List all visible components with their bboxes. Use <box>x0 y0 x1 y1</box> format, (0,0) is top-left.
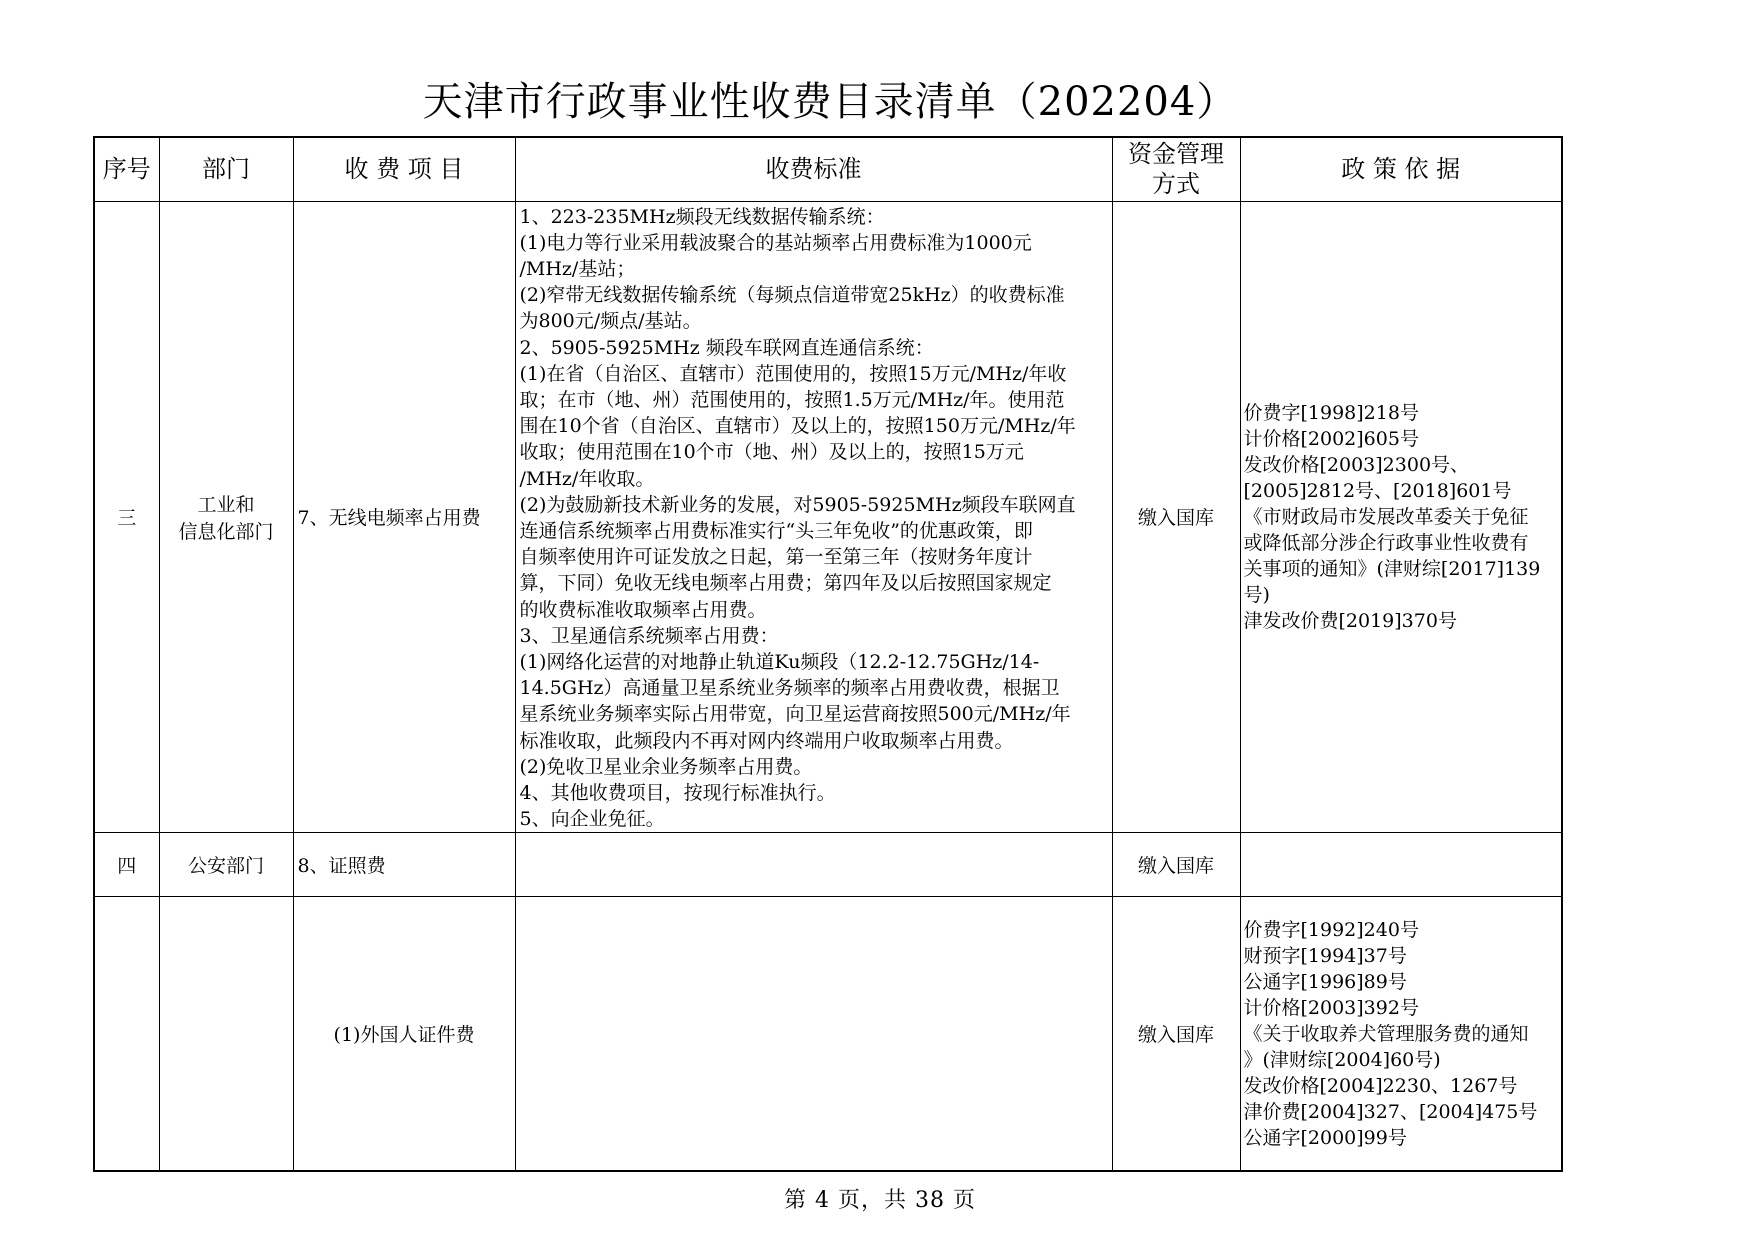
standard-line: 收取；使用范围在10个市（地、州）及以上的，按照15万元 <box>519 441 1024 464</box>
standard-line: 1、223-235MHz频段无线数据传输系统： <box>519 205 885 228</box>
cell-fund-mgmt: 缴入国库 <box>1112 833 1240 897</box>
header-standard: 收费标准 <box>515 137 1112 201</box>
cell-seq: 三 <box>94 201 159 833</box>
policy-line: 价费字[1992]240号 <box>1243 918 1419 941</box>
header-dept: 部门 <box>159 137 293 201</box>
standard-line: /MHz/年收取。 <box>519 467 655 490</box>
cell-dept <box>159 833 293 897</box>
header-fund-mgmt <box>1112 137 1240 201</box>
policy-line: 财预字[1994]37号 <box>1243 944 1407 967</box>
standard-line: 5、向企业免征。 <box>519 808 665 831</box>
standard-line: 自频率使用许可证发放之日起，第一至第三年（按财务年度计 <box>519 546 1033 569</box>
policy-line: 号) <box>1243 583 1270 606</box>
header-item: 收 费 项 目 <box>293 137 515 201</box>
header-fund-mgmt-line: 方式 <box>1152 170 1200 199</box>
table-header-row <box>94 137 1562 201</box>
cell-policy <box>1240 201 1562 833</box>
standard-line: 14.5GHz）高通量卫星系统业务频率的频率占用费收费，根据卫 <box>519 677 1060 700</box>
cell-dept-line: 信息化部门 <box>178 520 274 543</box>
standard-line: (2)窄带无线数据传输系统（每频点信道带宽25kHz）的收费标准 <box>519 284 1065 307</box>
standard-line: 2、5905-5925MHz 频段车联网直连通信系统： <box>519 336 934 359</box>
policy-line: 公通字[2000]99号 <box>1243 1126 1407 1149</box>
policy-line: [2005]2812号、[2018]601号 <box>1243 479 1512 502</box>
cell-fund-mgmt: 缴入国库 <box>1112 201 1240 833</box>
table-row <box>94 201 1562 833</box>
cell-item: (1)外国人证件费 <box>293 897 515 1171</box>
cell-item: 7、无线电频率占用费 <box>293 201 515 833</box>
page-footer: 第 4 页，共 38 页 <box>784 1188 976 1213</box>
cell-dept <box>159 201 293 833</box>
cell-policy <box>1240 833 1562 897</box>
cell-standard <box>515 201 1112 833</box>
cell-seq <box>94 897 159 1171</box>
policy-line: 《市财政局市发展改革委关于免征 <box>1243 505 1529 528</box>
header-seq: 序号 <box>94 137 159 201</box>
page-title: 天津市行政事业性收费目录清单（202204） <box>422 79 1238 125</box>
standard-line: 围在10个省（自治区、直辖市）及以上的，按照150万元/MHz/年 <box>519 415 1076 438</box>
standard-line: 的收费标准收取频率占用费。 <box>519 598 767 621</box>
policy-line: 关事项的通知》(津财综[2017]139 <box>1243 557 1541 580</box>
standard-line: 标准收取，此频段内不再对网内终端用户收取频率占用费。 <box>519 729 1014 752</box>
standard-line: 为800元/频点/基站。 <box>519 310 702 333</box>
policy-line: 发改价格[2003]2300号、 <box>1243 453 1470 476</box>
standard-line: 算，下同）免收无线电频率占用费；第四年及以后按照国家规定 <box>519 572 1052 595</box>
standard-line: 3、卫星通信系统频率占用费： <box>519 624 779 647</box>
cell-standard <box>515 833 1112 897</box>
cell-fund-mgmt: 缴入国库 <box>1112 897 1240 1171</box>
fee-catalog-table <box>93 136 1563 1172</box>
standard-line: 星系统业务频率实际占用带宽，向卫星运营商按照500元/MHz/年 <box>519 703 1071 726</box>
policy-line: 《关于收取养犬管理服务费的通知 <box>1243 1022 1529 1045</box>
policy-line: 计价格[2002]605号 <box>1243 427 1419 450</box>
standard-line: (2)免收卫星业余业务频率占用费。 <box>519 755 813 778</box>
standard-line: (1)网络化运营的对地静止轨道Ku频段（12.2-12.75GHz/14- <box>519 650 1040 673</box>
header-policy: 政 策 依 据 <box>1240 137 1562 201</box>
policy-line: 公通字[1996]89号 <box>1243 970 1407 993</box>
cell-dept-line: 公安部门 <box>187 855 264 878</box>
policy-line: 津价费[2004]327、[2004]475号 <box>1243 1100 1538 1123</box>
policy-line: 津发改价费[2019]370号 <box>1243 609 1457 632</box>
header-fund-mgmt-line: 资金管理 <box>1128 140 1224 169</box>
cell-standard <box>515 897 1112 1171</box>
cell-policy <box>1240 897 1562 1171</box>
standard-line: 连通信系统频率占用费标准实行“头三年免收”的优惠政策，即 <box>519 519 1033 542</box>
cell-dept-line: 工业和 <box>197 493 255 516</box>
standard-line: (2)为鼓励新技术新业务的发展，对5905-5925MHz频段车联网直 <box>519 493 1076 516</box>
cell-dept <box>159 897 293 1171</box>
policy-line: 发改价格[2004]2230、1267号 <box>1243 1074 1518 1097</box>
table-row <box>94 833 1562 897</box>
policy-line: 》(津财综[2004]60号) <box>1243 1048 1441 1071</box>
policy-line: 或降低部分涉企行政事业性收费有 <box>1243 531 1529 554</box>
policy-line: 价费字[1998]218号 <box>1243 401 1419 424</box>
standard-line: (1)在省（自治区、直辖市）范围使用的，按照15万元/MHz/年收 <box>519 362 1067 385</box>
standard-line: 4、其他收费项目，按现行标准执行。 <box>519 781 836 804</box>
cell-item: 8、证照费 <box>293 833 515 897</box>
standard-line: 取；在市（地、州）范围使用的，按照1.5万元/MHz/年。使用范 <box>519 388 1065 411</box>
cell-seq: 四 <box>94 833 159 897</box>
table-row <box>94 897 1562 1171</box>
standard-line: /MHz/基站； <box>519 257 636 280</box>
standard-line: (1)电力等行业采用载波聚合的基站频率占用费标准为1000元 <box>519 231 1032 254</box>
policy-line: 计价格[2003]392号 <box>1243 996 1419 1019</box>
